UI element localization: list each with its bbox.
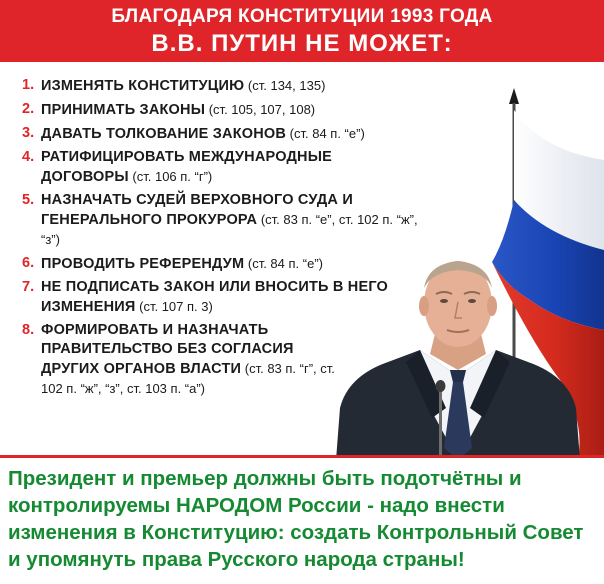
microphone-head (436, 380, 446, 392)
header-banner (0, 0, 604, 62)
list-item: 3. ДАВАТЬ ТОЛКОВАНИЕ ЗАКОНОВ (ст. 84 п. “е”) (22, 125, 365, 142)
list-item: 6. ПРОВОДИТЬ РЕФЕРЕНДУМ (ст. 84 п. “е”) (22, 255, 323, 272)
list-item: 8. ФОРМИРОВАТЬ И НАЗНАЧАТЬ ПРАВИТЕЛЬСТВО БЕЗ СОГЛАСИЯ ДРУГИХ ОРГАНОВ ВЛАСТИ (ст. 83 п. “г”, ст. 102 п. “ж”, “з”, ст. 103 п. “а”) (22, 322, 335, 396)
footer-panel (0, 455, 604, 584)
list-item: 2. ПРИНИМАТЬ ЗАКОНЫ (ст. 105, 107, 108) (22, 101, 316, 118)
header-line-2: В.В. ПУТИН НЕ МОЖЕТ: (151, 30, 453, 57)
header-line-1: БЛАГОДАРЯ КОНСТИТУЦИИ 1993 ГОДА (111, 6, 493, 27)
list-item: 4. РАТИФИЦИРОВАТЬ МЕЖДУНАРОДНЫЕ ДОГОВОРЫ (ст. 106 п. “г”) (22, 149, 332, 185)
speaker-photo (336, 258, 580, 460)
list-item: 7. НЕ ПОДПИСАТЬ ЗАКОН ИЛИ ВНОСИТЬ В НЕГО ИЗМЕНЕНИЯ (ст. 107 п. 3) (22, 279, 389, 315)
flag-pole-tip (509, 88, 519, 104)
list-item: 1. ИЗМЕНЯТЬ КОНСТИТУЦИЮ (ст. 134, 135) (22, 77, 326, 94)
list-item: 5. НАЗНАЧАТЬ СУДЕЙ ВЕРХОВНОГО СУДА И ГЕНЕРАЛЬНОГО ПРОКУРОРА (ст. 83 п. “е”, ст. 102 п. “ж”, “з”) (22, 192, 418, 247)
flag-stripe-white (514, 110, 604, 250)
microphone-stand (439, 386, 442, 460)
footer-text: Президент и премьер должны быть подотчётны и контролируемы НАРОДОМ России - надо внести изменения в Конституцию: создать Контрольный Совет и упомянуть права Русского народа страны! (8, 467, 584, 571)
